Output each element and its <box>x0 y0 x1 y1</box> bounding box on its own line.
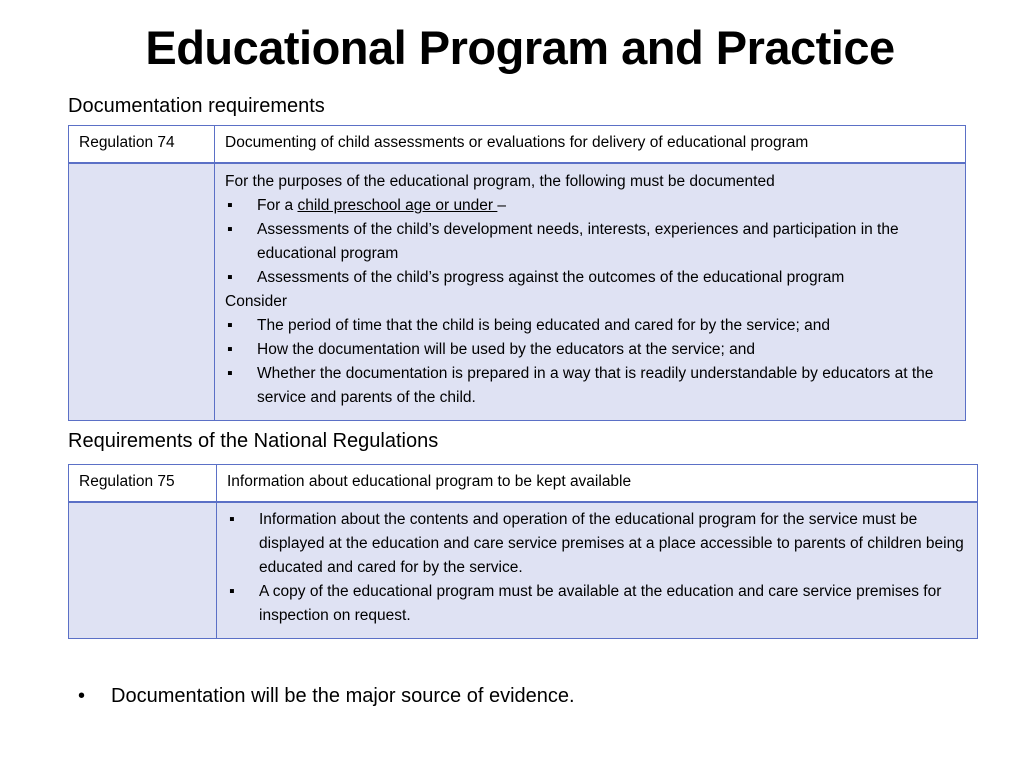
table-header-row <box>69 465 978 503</box>
regulation-label: Regulation 74 <box>69 126 215 164</box>
requirements-cell <box>215 163 966 421</box>
list-item: ▪ Assessments of the child’s progress against the outcomes of the educational program <box>225 266 955 290</box>
empty-cell <box>69 502 217 639</box>
regulation-label: Regulation 75 <box>69 465 217 503</box>
list-item: ▪ The period of time that the child is being educated and cared for by the service; and <box>225 314 955 338</box>
regulation-75-table <box>68 464 978 639</box>
requirements-cell <box>217 502 978 639</box>
list-item: ▪ How the documentation will be used by the educators at the service; and <box>225 338 955 362</box>
regulation-74-table <box>68 125 966 421</box>
regulation-title: Information about educational program to be kept available <box>217 465 978 503</box>
section-label-documentation: Documentation requirements <box>68 95 325 117</box>
table-body-row <box>69 163 966 421</box>
list-item: ▪ Whether the documentation is prepared in a way that is readily understandable by educators at the service and parents of the child. <box>225 362 955 410</box>
consider-list <box>225 314 955 410</box>
documented-list <box>225 194 955 290</box>
list-item: ▪ A copy of the educational program must be available at the education and care service premises for inspection on request. <box>227 580 967 628</box>
intro-text: For the purposes of the educational program, the following must be documented <box>225 173 775 190</box>
list-item: ▪ Assessments of the child’s development needs, interests, experiences and participation in the educational program <box>225 218 955 266</box>
table-header-row <box>69 126 966 164</box>
slide-title: Educational Program and Practice <box>145 21 895 74</box>
consider-heading: Consider <box>225 293 288 310</box>
availability-list <box>227 508 967 628</box>
list-item: ▪ For a child preschool age or under – <box>225 194 955 218</box>
table-body-row <box>69 502 978 639</box>
regulation-title: Documenting of child assessments or evaluations for delivery of educational program <box>215 126 966 164</box>
empty-cell <box>69 163 215 421</box>
list-item: ▪ Information about the contents and operation of the educational program for the service must be displayed at the education and care service premises at a place accessible to parents of children being educated and cared for by the service. <box>227 508 967 580</box>
footer-bullet <box>78 683 575 709</box>
section-label-national-regulations: Requirements of the National Regulations <box>68 430 439 452</box>
bullet-icon: • <box>78 685 86 707</box>
preschool-age-link: child preschool age or under <box>297 197 498 214</box>
footer-bullet-text: Documentation will be the major source of evidence. <box>111 685 575 707</box>
